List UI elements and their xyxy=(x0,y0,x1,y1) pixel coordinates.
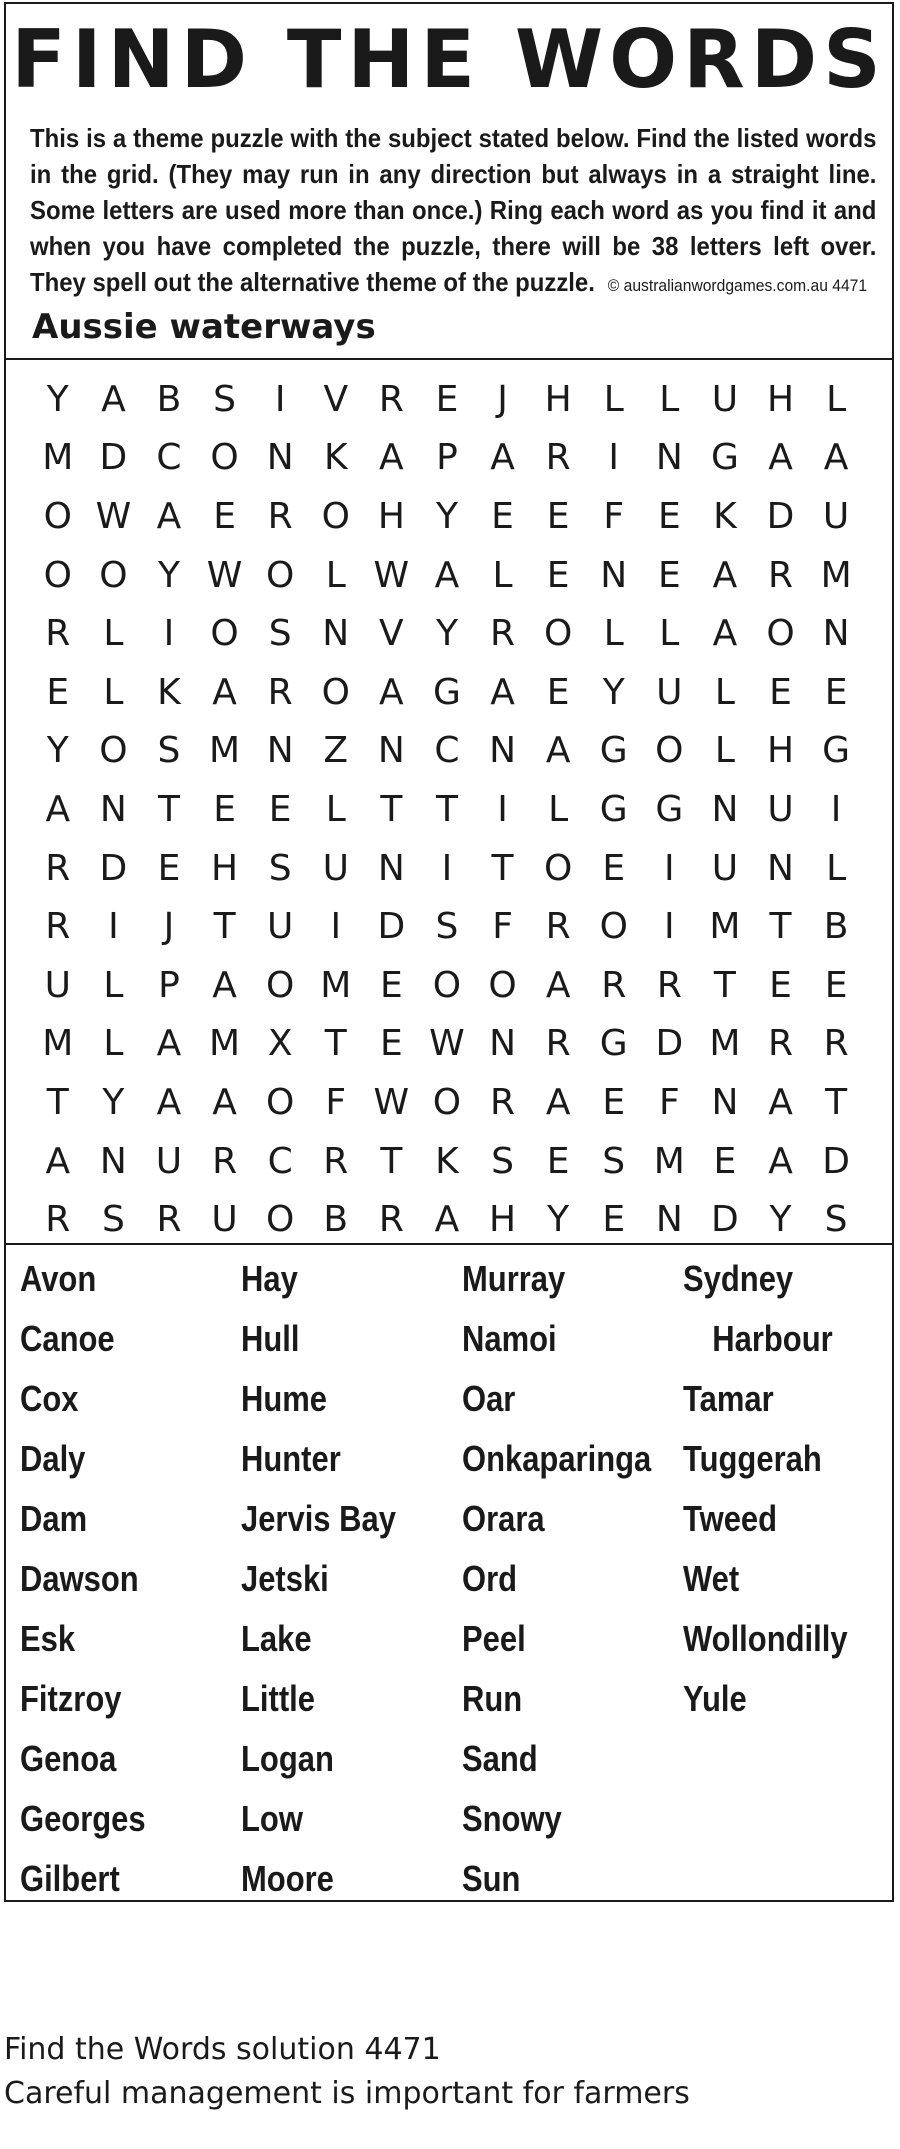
grid-cell[interactable]: M xyxy=(820,554,852,596)
grid-cell[interactable]: L xyxy=(603,613,624,655)
grid-cell[interactable]: L xyxy=(603,378,624,420)
grid-cell[interactable]: V xyxy=(379,613,404,655)
word-list-item: Genoa xyxy=(20,1738,117,1779)
grid-cell[interactable]: S xyxy=(157,730,181,772)
grid-cell[interactable]: I xyxy=(664,906,675,948)
grid-cell[interactable]: K xyxy=(435,1140,459,1182)
grid-cell[interactable]: O xyxy=(210,437,239,479)
letter-grid xyxy=(30,370,864,1249)
grid-cell[interactable]: R xyxy=(45,613,71,655)
grid-cell[interactable]: A xyxy=(212,671,237,713)
grid-cell[interactable]: O xyxy=(543,847,573,889)
grid-cell[interactable]: E xyxy=(213,788,236,830)
grid-cell[interactable]: A xyxy=(545,964,571,1006)
word-list-item: Sun xyxy=(462,1858,521,1899)
word-list-item: Hunter xyxy=(241,1438,341,1479)
grid-cell[interactable]: D xyxy=(99,437,128,479)
grid-cell[interactable]: R xyxy=(378,378,404,420)
grid-cell[interactable]: D xyxy=(655,1023,684,1065)
grid-cell[interactable]: E xyxy=(602,847,626,889)
grid-cell[interactable]: U xyxy=(322,847,349,889)
grid-cell[interactable]: E xyxy=(769,964,792,1006)
grid-cell[interactable]: O xyxy=(43,554,72,596)
grid-cell[interactable]: A xyxy=(768,1081,793,1123)
grid-cell[interactable]: N xyxy=(322,613,350,655)
word-list-item: Jetski xyxy=(241,1558,329,1599)
grid-cell[interactable]: S xyxy=(268,613,292,655)
grid-cell[interactable]: M xyxy=(709,1023,741,1065)
word-list-item: Fitzroy xyxy=(20,1678,122,1719)
grid-cell[interactable]: Y xyxy=(46,730,69,772)
grid-cell[interactable]: F xyxy=(325,1081,347,1123)
grid-cell[interactable]: R xyxy=(545,437,571,479)
grid-cell[interactable]: E xyxy=(379,964,403,1006)
grid-cell[interactable]: I xyxy=(330,906,342,948)
grid-cell[interactable]: A xyxy=(156,1081,182,1123)
grid-cell[interactable]: F xyxy=(603,495,625,537)
word-list-item: Georges xyxy=(20,1798,146,1839)
grid-cell[interactable]: B xyxy=(823,906,849,948)
grid-cell[interactable]: R xyxy=(267,671,293,713)
word-list-item: Onkaparinga xyxy=(462,1438,652,1479)
grid-cell[interactable]: N xyxy=(377,847,405,889)
grid-cell[interactable]: A xyxy=(490,437,515,479)
grid-cell[interactable]: P xyxy=(436,437,458,479)
grid-cell[interactable]: M xyxy=(709,906,741,948)
instructions-text: This is a theme puzzle with the subject stated below. Find the listed words in the grid. (They may run in any direction but always in a straight line. Some letters are used more than once.) Ring each word as you find it and when you have completed the puzzle, there will be 38 letters left over. They spell out the alternative theme of the puzzle. xyxy=(30,123,877,297)
grid-cell[interactable]: R xyxy=(656,964,682,1006)
grid-cell[interactable]: C xyxy=(267,1140,293,1182)
grid-cell[interactable]: U xyxy=(266,906,294,948)
grid-cell[interactable]: A xyxy=(490,671,515,713)
grid-cell[interactable]: A xyxy=(156,495,182,537)
grid-cell[interactable]: T xyxy=(380,1140,403,1182)
word-list-item: Sand xyxy=(462,1738,538,1779)
grid-cell[interactable]: U xyxy=(822,495,850,537)
grid-cell[interactable]: T xyxy=(380,788,403,830)
grid-cell[interactable]: A xyxy=(434,554,460,596)
word-list-item: Dawson xyxy=(20,1558,139,1599)
grid-cell[interactable]: A xyxy=(823,437,849,479)
grid-cell[interactable]: E xyxy=(546,554,570,596)
grid-cell[interactable]: R xyxy=(45,1199,71,1241)
grid-cell[interactable]: A xyxy=(45,788,71,830)
grid-cell[interactable]: G xyxy=(599,730,628,772)
grid-cell[interactable]: O xyxy=(321,671,350,713)
grid-cell[interactable]: O xyxy=(266,1081,295,1123)
word-column xyxy=(20,1249,241,1909)
grid-cell[interactable]: O xyxy=(599,906,628,948)
grid-cell[interactable]: G xyxy=(599,788,628,830)
grid-cell[interactable]: R xyxy=(545,906,571,948)
grid-cell[interactable]: S xyxy=(101,1199,125,1241)
grid-cell[interactable]: O xyxy=(266,964,295,1006)
word-list-item: Tamar xyxy=(683,1378,774,1419)
puzzle-title: FIND THE WORDS xyxy=(11,13,887,106)
grid-cell[interactable]: H xyxy=(489,1199,517,1241)
word-list-item: Gilbert xyxy=(20,1858,120,1899)
word-list-item: Harbour xyxy=(712,1318,833,1359)
grid-cell[interactable]: R xyxy=(45,847,71,889)
grid-cell[interactable]: I xyxy=(497,788,508,830)
grid-cell[interactable]: Y xyxy=(769,1199,792,1241)
grid-cell[interactable]: O xyxy=(266,554,295,596)
grid-cell[interactable]: S xyxy=(602,1140,626,1182)
grid-cell[interactable]: A xyxy=(434,1199,460,1241)
grid-cell[interactable]: H xyxy=(544,378,572,420)
grid-cell[interactable]: R xyxy=(768,1023,794,1065)
grid-cell[interactable]: E xyxy=(379,1023,403,1065)
grid-cell[interactable]: L xyxy=(714,671,735,713)
word-list-item: Avon xyxy=(20,1258,97,1299)
word-list-item: Yule xyxy=(683,1678,747,1719)
grid-cell[interactable]: K xyxy=(713,495,737,537)
grid-cell[interactable]: E xyxy=(602,1081,626,1123)
grid-cell[interactable]: N xyxy=(489,1023,517,1065)
word-list-item: Low xyxy=(241,1798,303,1839)
grid-cell[interactable]: G xyxy=(655,788,684,830)
grid-cell[interactable]: F xyxy=(658,1081,680,1123)
grid-cell[interactable]: O xyxy=(266,1199,295,1241)
grid-top-divider xyxy=(6,358,892,360)
grid-cell[interactable]: G xyxy=(710,437,739,479)
grid-cell[interactable]: L xyxy=(826,847,847,889)
grid-cell[interactable]: O xyxy=(321,495,350,537)
grid-cell[interactable]: O xyxy=(655,730,684,772)
word-list-item: Wet xyxy=(683,1558,740,1599)
grid-cell[interactable]: K xyxy=(157,671,181,713)
grid-cell[interactable]: H xyxy=(766,378,795,420)
grid-cell[interactable]: W xyxy=(429,1023,465,1065)
grid-cell[interactable]: V xyxy=(323,378,349,420)
word-column xyxy=(462,1249,683,1909)
word-list-item: Dam xyxy=(20,1498,88,1539)
grid-cell[interactable]: O xyxy=(99,554,128,596)
word-list-item: Logan xyxy=(241,1738,334,1779)
grid-cell[interactable]: E xyxy=(769,671,792,713)
grid-cell[interactable]: N xyxy=(600,554,628,596)
grid-cell[interactable]: L xyxy=(325,554,346,596)
grid-cell[interactable]: A xyxy=(712,613,738,655)
grid-cell[interactable]: M xyxy=(42,1023,74,1065)
word-list xyxy=(20,1249,890,1909)
grid-cell[interactable]: E xyxy=(546,495,570,537)
grid-cell[interactable]: P xyxy=(158,964,180,1006)
grid-cell[interactable]: T xyxy=(46,1081,69,1123)
grid-cell[interactable]: H xyxy=(211,847,239,889)
grid-cell[interactable]: E xyxy=(824,964,848,1006)
word-list-item: Namoi xyxy=(462,1318,557,1359)
solution-label: Find the Words solution 4471 xyxy=(4,2032,441,2067)
grid-cell[interactable]: D xyxy=(377,906,406,948)
grid-cell[interactable]: B xyxy=(156,378,182,420)
grid-cell[interactable]: N xyxy=(99,1140,127,1182)
grid-cell[interactable]: I xyxy=(441,847,453,889)
grid-cell[interactable]: A xyxy=(212,1081,237,1123)
grid-cell[interactable]: R xyxy=(156,1199,182,1241)
grid-cell[interactable]: O xyxy=(488,964,517,1006)
grid-cell[interactable]: S xyxy=(268,847,292,889)
solution-footer xyxy=(4,2028,690,2116)
grid-cell[interactable]: I xyxy=(664,847,675,889)
word-list-item: Jervis Bay xyxy=(241,1498,396,1539)
grid-cell[interactable]: E xyxy=(713,1140,737,1182)
grid-cell[interactable]: I xyxy=(163,613,175,655)
word-list-item: Little xyxy=(241,1678,315,1719)
grid-cell[interactable]: W xyxy=(373,554,410,596)
grid-cell[interactable]: R xyxy=(212,1140,238,1182)
grid-cell[interactable]: M xyxy=(209,730,241,772)
grid-cell[interactable]: F xyxy=(492,906,513,948)
word-list-item: Hay xyxy=(241,1258,298,1299)
word-list-item: Lake xyxy=(241,1618,312,1659)
grid-cell[interactable]: U xyxy=(155,1140,183,1182)
word-list-item: Hull xyxy=(241,1318,300,1359)
grid-cell[interactable]: E xyxy=(657,554,681,596)
grid-cell[interactable]: G xyxy=(599,1023,628,1065)
grid-cell[interactable]: E xyxy=(46,671,70,713)
copyright: © australianwordgames.com.au 4471 xyxy=(607,276,868,295)
grid-cell[interactable]: E xyxy=(824,671,848,713)
word-list-item: Tuggerah xyxy=(683,1438,822,1479)
grid-cell[interactable]: L xyxy=(659,613,680,655)
grid-cell[interactable]: K xyxy=(323,437,348,479)
grid-cell[interactable]: I xyxy=(274,378,286,420)
grid-bottom-divider xyxy=(6,1243,892,1245)
grid-cell[interactable]: O xyxy=(766,613,795,655)
grid-cell[interactable]: Y xyxy=(435,613,458,655)
grid-cell[interactable]: L xyxy=(103,964,124,1006)
grid-cell[interactable]: W xyxy=(95,495,132,537)
puzzle-subject: Aussie waterways xyxy=(32,307,376,347)
grid-cell[interactable]: R xyxy=(45,906,71,948)
grid-cell[interactable]: E xyxy=(546,671,570,713)
word-list-item: Esk xyxy=(20,1618,76,1659)
grid-cell[interactable]: A xyxy=(101,378,126,420)
grid-cell[interactable]: O xyxy=(210,613,239,655)
grid-cell[interactable]: Z xyxy=(323,730,349,772)
grid-cell[interactable]: Y xyxy=(102,1081,125,1123)
grid-cell[interactable]: E xyxy=(546,1140,570,1182)
grid-cell[interactable]: H xyxy=(766,730,795,772)
grid-cell[interactable]: W xyxy=(206,554,243,596)
grid-cell[interactable]: L xyxy=(103,1023,124,1065)
grid-cell[interactable]: L xyxy=(826,378,847,420)
grid-cell[interactable]: H xyxy=(377,495,405,537)
word-list-item: Sydney xyxy=(683,1258,794,1299)
grid-cell[interactable]: U xyxy=(211,1199,238,1241)
grid-cell[interactable]: E xyxy=(657,495,681,537)
grid-cell[interactable]: O xyxy=(432,1081,462,1123)
grid-cell[interactable]: Y xyxy=(46,378,69,420)
grid-cell[interactable]: G xyxy=(433,671,461,713)
grid-cell[interactable]: T xyxy=(324,1023,347,1065)
grid-cell[interactable]: L xyxy=(659,378,680,420)
grid-cell[interactable]: N xyxy=(377,730,405,772)
grid-cell[interactable]: C xyxy=(156,437,182,479)
grid-cell[interactable]: U xyxy=(44,964,71,1006)
grid-cell[interactable]: T xyxy=(157,788,180,830)
grid-cell[interactable]: G xyxy=(822,730,851,772)
grid-cell[interactable]: T xyxy=(213,906,236,948)
grid-cell[interactable]: R xyxy=(768,554,794,596)
grid-cell[interactable]: A xyxy=(45,1140,71,1182)
grid-cell[interactable]: L xyxy=(325,788,346,830)
puzzle-frame xyxy=(4,2,894,1902)
grid-cell[interactable]: N xyxy=(99,788,127,830)
grid-cell[interactable]: E xyxy=(602,1199,626,1241)
grid-cell[interactable]: S xyxy=(213,378,236,420)
grid-cell[interactable]: U xyxy=(711,378,739,420)
grid-cell[interactable]: X xyxy=(267,1023,293,1065)
grid-cell[interactable]: E xyxy=(435,378,459,420)
grid-cell[interactable]: L xyxy=(548,788,569,830)
grid-cell[interactable]: I xyxy=(108,906,119,948)
grid-cell[interactable]: R xyxy=(823,1023,849,1065)
grid-cell[interactable]: M xyxy=(209,1023,241,1065)
grid-cell[interactable]: A xyxy=(545,1081,571,1123)
grid-cell[interactable]: N xyxy=(655,437,683,479)
grid-cell[interactable]: W xyxy=(373,1081,410,1123)
grid-cell[interactable]: E xyxy=(491,495,514,537)
grid-cell[interactable]: R xyxy=(490,613,516,655)
grid-cell[interactable]: A xyxy=(712,554,738,596)
grid-cell[interactable]: J xyxy=(163,906,175,948)
grid-cell[interactable]: O xyxy=(543,613,573,655)
grid-cell[interactable]: J xyxy=(497,378,508,420)
grid-cell[interactable]: A xyxy=(379,437,404,479)
word-list-item: Canoe xyxy=(20,1318,115,1359)
grid-cell[interactable]: R xyxy=(545,1023,571,1065)
grid-cell[interactable]: N xyxy=(655,1199,683,1241)
grid-cell[interactable]: Y xyxy=(547,1199,570,1241)
grid-cell[interactable]: E xyxy=(157,847,181,889)
grid-cell[interactable]: U xyxy=(711,847,739,889)
word-column xyxy=(683,1249,890,1909)
grid-cell[interactable]: A xyxy=(156,1023,182,1065)
grid-cell[interactable]: T xyxy=(435,788,458,830)
grid-cell[interactable]: B xyxy=(323,1199,349,1241)
grid-cell[interactable]: O xyxy=(432,964,462,1006)
grid-cell[interactable]: A xyxy=(212,964,237,1006)
solution-text: Careful management is important for farmers xyxy=(4,2076,690,2111)
grid-cell[interactable]: I xyxy=(830,788,842,830)
word-list-item: Wollondilly xyxy=(683,1618,848,1659)
grid-cell[interactable]: N xyxy=(711,1081,739,1123)
word-column xyxy=(241,1249,462,1909)
grid-cell[interactable]: A xyxy=(768,437,793,479)
grid-cell[interactable]: R xyxy=(601,964,627,1006)
word-list-item: Oar xyxy=(462,1378,516,1419)
word-list-item: Moore xyxy=(241,1858,334,1899)
word-list-item: Orara xyxy=(462,1498,545,1539)
grid-cell[interactable]: T xyxy=(491,847,514,889)
word-list-item: Tweed xyxy=(683,1498,778,1539)
grid-cell[interactable]: T xyxy=(825,1081,848,1123)
grid-cell[interactable]: D xyxy=(822,1140,850,1182)
grid-cell[interactable]: D xyxy=(99,847,128,889)
grid-cell[interactable]: A xyxy=(545,730,571,772)
grid-cell[interactable]: N xyxy=(266,437,294,479)
grid-cell[interactable]: T xyxy=(713,964,736,1006)
grid-cell[interactable]: N xyxy=(711,788,739,830)
grid-cell[interactable]: N xyxy=(822,613,850,655)
word-list-item: Ord xyxy=(462,1558,518,1599)
grid-cell[interactable]: R xyxy=(378,1199,404,1241)
grid-cell[interactable]: L xyxy=(492,554,513,596)
grid-cell[interactable]: A xyxy=(379,671,404,713)
grid-cell[interactable]: L xyxy=(103,671,124,713)
grid-cell[interactable]: Y xyxy=(435,495,458,537)
grid-cell[interactable]: S xyxy=(491,1140,514,1182)
grid-cell[interactable]: R xyxy=(267,495,293,537)
grid-cell[interactable]: Y xyxy=(602,671,625,713)
word-list-item: Murray xyxy=(462,1258,566,1299)
grid-cell[interactable]: M xyxy=(653,1140,685,1182)
word-list-item: Snowy xyxy=(462,1798,562,1839)
grid-cell[interactable]: N xyxy=(266,730,294,772)
grid-cell[interactable]: C xyxy=(434,730,460,772)
grid-cell[interactable]: E xyxy=(213,495,236,537)
grid-cell[interactable]: D xyxy=(711,1199,739,1241)
grid-cell[interactable]: L xyxy=(714,730,735,772)
grid-cell[interactable]: M xyxy=(42,437,74,479)
word-list-item: Run xyxy=(462,1678,523,1719)
word-list-item: Peel xyxy=(462,1618,526,1659)
word-list-item: Hume xyxy=(241,1378,328,1419)
grid-cell[interactable]: E xyxy=(268,788,292,830)
grid-cell[interactable]: U xyxy=(767,788,794,830)
grid-cell[interactable]: R xyxy=(323,1140,349,1182)
instructions xyxy=(30,120,876,304)
grid-cell[interactable]: U xyxy=(656,671,683,713)
word-list-item: Daly xyxy=(20,1438,86,1479)
grid-cell[interactable]: S xyxy=(435,906,459,948)
word-list-item: Cox xyxy=(20,1378,79,1419)
grid-cell[interactable]: O xyxy=(99,730,128,772)
grid-cell[interactable]: A xyxy=(768,1140,793,1182)
grid-cell[interactable]: T xyxy=(769,906,792,948)
grid-cell[interactable]: N xyxy=(767,847,794,889)
grid-cell[interactable]: O xyxy=(43,495,72,537)
grid-cell[interactable]: I xyxy=(608,437,620,479)
grid-cell[interactable]: L xyxy=(103,613,124,655)
grid-cell[interactable]: Y xyxy=(157,554,180,596)
grid-cell[interactable]: M xyxy=(320,964,352,1006)
grid-cell[interactable]: D xyxy=(766,495,795,537)
grid-cell[interactable]: S xyxy=(824,1199,848,1241)
grid-cell[interactable]: N xyxy=(489,730,517,772)
grid-cell[interactable]: R xyxy=(490,1081,516,1123)
